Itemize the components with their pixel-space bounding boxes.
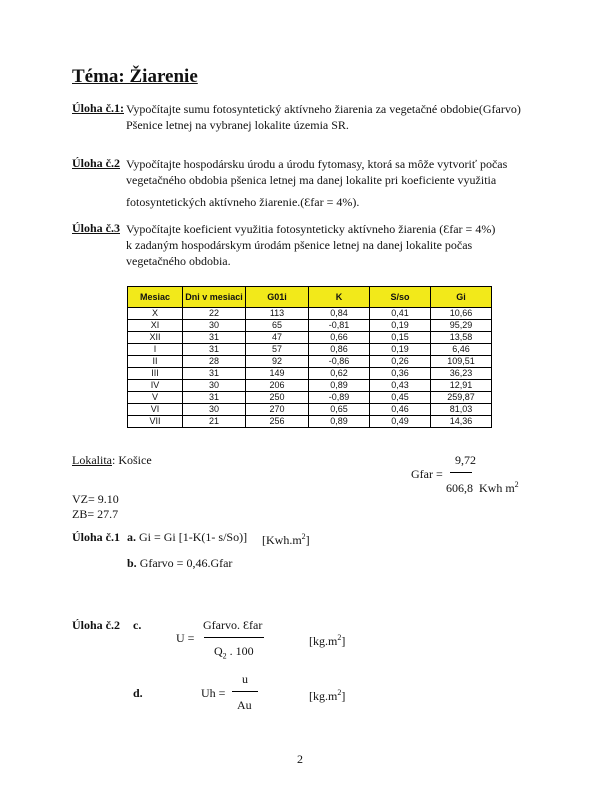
table-cell: 30	[183, 320, 246, 332]
formula-d-denominator: Au	[237, 698, 252, 712]
table-cell: 250	[246, 392, 309, 404]
table-cell: 0,89	[309, 380, 370, 392]
formula-c-unit-text: [kg.m	[309, 634, 338, 648]
table-cell: VII	[128, 416, 183, 428]
table-cell: 0,26	[370, 356, 431, 368]
table-cell: 57	[246, 344, 309, 356]
table-cell: 0,65	[309, 404, 370, 416]
table-cell: 0,49	[370, 416, 431, 428]
table-cell: 259,87	[431, 392, 492, 404]
table-cell: VI	[128, 404, 183, 416]
formula-d-letter	[133, 685, 143, 701]
task-1-text	[126, 101, 521, 133]
solution-2-label-text: Úloha č.2	[72, 618, 120, 632]
table-cell: 0,45	[370, 392, 431, 404]
table-row	[128, 380, 492, 392]
formula-c-letter-text: c.	[133, 618, 142, 632]
task-3-label: Úloha č.3	[72, 221, 120, 235]
task-2-line: vegetačného obdobia pšenica letnej ma danej lokalite pri koeficiente využitia	[126, 173, 497, 187]
table-cell: 0,41	[370, 308, 431, 320]
table-cell: 256	[246, 416, 309, 428]
table-cell: III	[128, 368, 183, 380]
table-cell: 0,66	[309, 332, 370, 344]
table-row	[128, 356, 492, 368]
table-cell: 28	[183, 356, 246, 368]
table-cell: 10,66	[431, 308, 492, 320]
table-cell: 0,19	[370, 320, 431, 332]
table-cell: 31	[183, 392, 246, 404]
table-cell: 0,15	[370, 332, 431, 344]
table-cell: 22	[183, 308, 246, 320]
task-1-label: Úloha č.1:	[72, 101, 124, 115]
formula-a	[127, 529, 247, 545]
table-cell: -0,86	[309, 356, 370, 368]
table-cell: 0,86	[309, 344, 370, 356]
solution-1-label	[72, 529, 120, 545]
table-row	[128, 320, 492, 332]
formula-c-unit: $[kg.m^2]$	[309, 633, 346, 648]
table-cell: 31	[183, 344, 246, 356]
table-cell: 113	[246, 308, 309, 320]
task-3-line: vegetačného obdobia.	[126, 254, 231, 268]
task-3-text	[126, 221, 495, 269]
formula-d-lhs: Uh =	[201, 686, 226, 700]
table-cell: 47	[246, 332, 309, 344]
lokalita	[72, 452, 152, 468]
table-cell: 206	[246, 380, 309, 392]
col-header-sso: S/so	[370, 287, 431, 308]
radiation-table	[127, 286, 492, 428]
table-cell: 30	[183, 380, 246, 392]
table-cell: XI	[128, 320, 183, 332]
formula-c-denominator: $Q_2$ . 100	[214, 644, 254, 661]
gfar-unit: Kwh m	[479, 481, 515, 495]
col-header-mesiac: Mesiac	[128, 287, 183, 308]
table-row	[128, 368, 492, 380]
table-cell: 270	[246, 404, 309, 416]
table-cell: 30	[183, 404, 246, 416]
task-2-text	[126, 156, 507, 210]
table-cell: 0,19	[370, 344, 431, 356]
table-cell: -0,81	[309, 320, 370, 332]
table-cell: 0,62	[309, 368, 370, 380]
table-cell: I	[128, 344, 183, 356]
formula-c-numerator: Gfarvo. Ɛfar	[203, 618, 263, 632]
table-header-row	[128, 287, 492, 308]
formula-a-letter: a.	[127, 530, 136, 544]
formula-a-expression: Gi = Gi [1-K(1- s/So)]	[139, 530, 248, 544]
table-row	[128, 404, 492, 416]
formula-d-numerator: u	[242, 672, 248, 686]
formula-b-expression: Gfarvo = 0,46.Gfar	[139, 556, 233, 570]
task-3-line: k zadaným hospodárskym úrodám pšenice letnej na danej lokalite počas	[126, 238, 473, 252]
formula-c-letter	[133, 617, 141, 633]
table-cell: 149	[246, 368, 309, 380]
table-cell: V	[128, 392, 183, 404]
lokalita-label: Lokalita	[72, 453, 112, 467]
table-cell: 13,58	[431, 332, 492, 344]
table-cell: -0,89	[309, 392, 370, 404]
solution-1-label-text: Úloha č.1	[72, 530, 120, 544]
table-row	[128, 308, 492, 320]
table-cell: 31	[183, 368, 246, 380]
table-cell: X	[128, 308, 183, 320]
table-cell: 0,89	[309, 416, 370, 428]
zb-value: ZB= 27.7	[72, 507, 119, 521]
table-row	[128, 332, 492, 344]
formula-a-unit-text: [Kwh.m	[262, 533, 302, 547]
formula-a-unit: $[Kwh.m^2]$	[262, 532, 310, 547]
formula-d-letter-text: d.	[133, 686, 143, 700]
formula-d-fraction-bar	[232, 691, 258, 692]
col-header-gi: Gi	[431, 287, 492, 308]
gfar-denominator-value: 606,8	[446, 481, 473, 495]
col-header-k: K	[309, 287, 370, 308]
formula-d-unit-text: [kg.m	[309, 689, 338, 703]
formula-c-den-rest: . 100	[229, 644, 254, 658]
table-row	[128, 392, 492, 404]
task-2-line: Vypočítajte hospodársku úrodu a úrodu fytomasy, ktorá sa môže vytvoriť počas	[126, 157, 508, 171]
table-cell: 95,29	[431, 320, 492, 332]
task-1-line: Pšenice letnej na vybranej lokalite územia SR.	[126, 118, 349, 132]
solution-2-label	[72, 617, 120, 633]
formula-b	[127, 555, 232, 571]
table-cell: 12,91	[431, 380, 492, 392]
table-cell: 6,46	[431, 344, 492, 356]
table-cell: 109,51	[431, 356, 492, 368]
table-row	[128, 416, 492, 428]
task-2-line: fotosyntetických aktívneho žiarenie.(Ɛfar = 4%).	[126, 195, 360, 209]
table-cell: 0,36	[370, 368, 431, 380]
table-cell: II	[128, 356, 183, 368]
table-cell: 36,23	[431, 368, 492, 380]
lokalita-value: : Košice	[111, 453, 152, 467]
task-3-line: Vypočítajte koeficient využitia fotosynteticky aktívneho žiarenia (Ɛfar = 4%)	[126, 222, 496, 236]
gfar-fraction-bar	[450, 472, 472, 473]
table-cell: 92	[246, 356, 309, 368]
table-cell: 0,46	[370, 404, 431, 416]
table-row	[128, 344, 492, 356]
formula-d-unit: $[kg.m^2]$	[309, 688, 346, 703]
table-cell: 31	[183, 332, 246, 344]
table-cell: 21	[183, 416, 246, 428]
formula-c-fraction-bar	[204, 637, 264, 638]
table-cell: 0,84	[309, 308, 370, 320]
vz-value: VZ= 9.10	[72, 492, 119, 506]
gfar-lhs: Gfar =	[411, 467, 443, 481]
gfar-denominator: 606,8 Kwh $m^2$	[446, 480, 519, 495]
table-cell: IV	[128, 380, 183, 392]
task-1-line: Vypočítajte sumu fotosyntetický aktívneho žiarenia za vegetačné obdobie(Gfarvo)	[126, 102, 521, 116]
table-cell: 14,36	[431, 416, 492, 428]
table-cell: XII	[128, 332, 183, 344]
page-title: Téma: Žiarenie	[72, 66, 198, 87]
col-header-g01i: G01i	[246, 287, 309, 308]
table-cell: 65	[246, 320, 309, 332]
formula-b-letter: b.	[127, 556, 137, 570]
formula-c-lhs: U =	[176, 631, 195, 645]
gfar-numerator: 9,72	[455, 453, 476, 467]
page-number: 2	[297, 752, 303, 766]
formula-c-den-q: Q	[214, 644, 223, 658]
col-header-dni: Dni v mesiaci	[183, 287, 246, 308]
table-cell: 81,03	[431, 404, 492, 416]
table-cell: 0,43	[370, 380, 431, 392]
task-2-label: Úloha č.2	[72, 156, 120, 170]
